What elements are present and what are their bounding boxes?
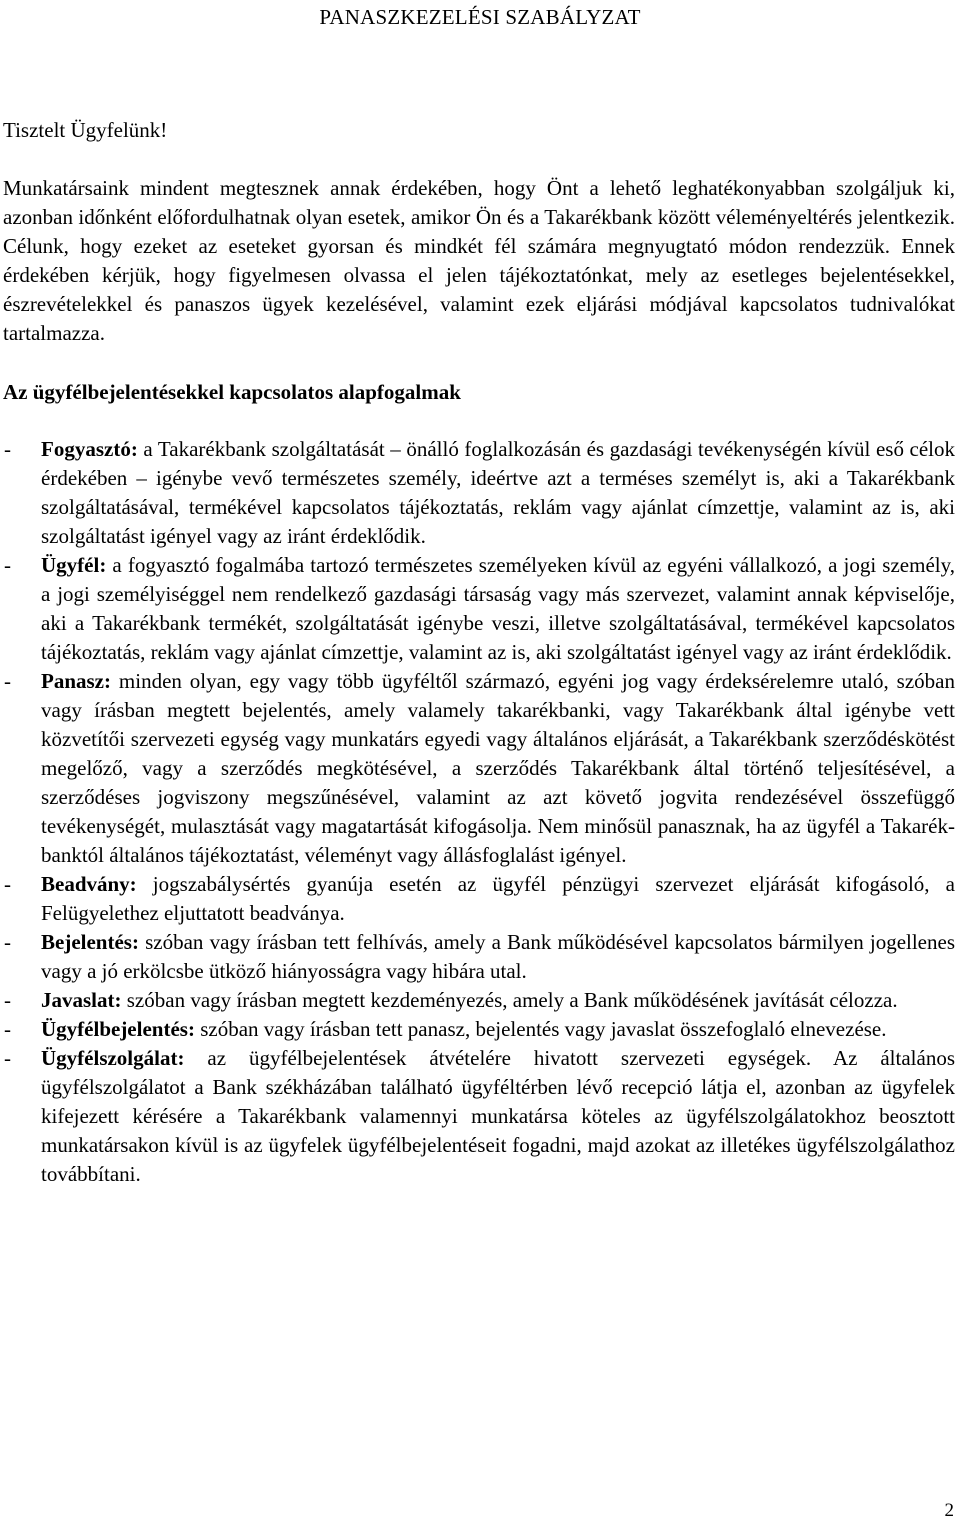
definition-text: az ügyfélbejelentések átvételére hivatott szervezeti egységek. Az általános ügyfélszolgálatot a Bank székházában található ügyféltérben lévő recepció látja el, azonban az ügyfelek kifejezett kérésére a Takarékbank valamennyi munkatársa köteles az ügyfélszolgálatokhoz beosztott munkatársakon kívül is az ügyfelek ügyfélbejelentéseit fogadni, majd azokat az illetékes ügyfélszolgálathoz továbbítani. bbox=[41, 1046, 955, 1186]
definition-item bbox=[0, 986, 955, 1015]
list-dash: - bbox=[4, 553, 11, 577]
definition-term: Ügyfél: bbox=[41, 553, 107, 577]
page-number: 2 bbox=[944, 1500, 954, 1521]
list-dash: - bbox=[4, 1017, 11, 1041]
definition-item bbox=[0, 1015, 955, 1044]
definition-item bbox=[0, 435, 955, 551]
list-dash: - bbox=[4, 437, 11, 461]
definition-term: Ügyfélbejelentés: bbox=[41, 1017, 195, 1041]
definition-term: Panasz: bbox=[41, 669, 111, 693]
greeting: Tisztelt Ügyfelünk! bbox=[3, 118, 168, 142]
definition-term: Javaslat: bbox=[41, 988, 122, 1012]
list-dash: - bbox=[4, 930, 11, 954]
definition-term: Bejelentés: bbox=[41, 930, 139, 954]
definition-item bbox=[0, 551, 955, 667]
definition-text: szóban vagy írásban tett panasz, bejelentés vagy javaslat összefoglaló elnevezése. bbox=[194, 1017, 887, 1041]
definition-list bbox=[0, 435, 960, 1189]
definition-text: a Takarékbank szolgáltatását – önálló foglalkozásán és gazdasági tevékenységén kívül eső célok érdekében – igénybe vevő természetes személy, ideértve azt a terméses személyt is, aki a Takarékbank szolgáltatásával, termékével kapcsolatos tájékoztatás, reklám vagy ajánlat címzettje, valamint az is, aki szolgáltatást igényel vagy az iránt érdeklődik. bbox=[41, 437, 955, 548]
definition-item bbox=[0, 667, 955, 870]
definition-item bbox=[0, 870, 955, 928]
list-dash: - bbox=[4, 988, 11, 1012]
document-title: PANASZKEZELÉSI SZABÁLYZAT bbox=[319, 5, 641, 29]
definition-text: a fogyasztó fogalmába tartozó természetes személyeken kívül az egyéni vállalkozó, a jogi személy, a jogi személyiséggel nem rendelkező gazdasági társaság vagy más szervezet, valamint annak képviselője, aki a Takarékbank termékét, szolgáltatását igénybe veszi, illetve szolgáltatásával, termékével kapcsolatos tájékoztatás, reklám vagy ajánlat címzettje, valamint az is, aki szolgáltatást igényel vagy az iránt érdeklődik. bbox=[41, 553, 955, 664]
definition-term: Fogyasztó: bbox=[41, 437, 138, 461]
definition-term: Beadvány: bbox=[41, 872, 137, 896]
definition-text: minden olyan, egy vagy több ügyféltől származó, egyéni jog vagy érdeksérelemre utaló, szóban vagy írásban megtett bejelentés, amely valamely takarékbanki, vagy Takarékbank által igénybe vett közvetítői szervezeti egység vagy munkatárs egyedi vagy általános eljárását, a Takarékbank szerződéskötést megelőző, vagy a szerződés megkötésével, a szerződés Takarékbank által történő teljesítésével, a szerződéses jogviszony megszűnésével, valamint az azt követő jogvita rendezésével összefüggő tevékenységét, mulasztását vagy magatartását kifogásolja. Nem minősül panasznak, ha az ügyfél a Takarékbanktól általános tájékoztatást, véleményt vagy állásfoglalást igényel. bbox=[41, 669, 955, 867]
definition-term: Ügyfélszolgálat: bbox=[41, 1046, 185, 1070]
definition-text: szóban vagy írásban tett felhívás, amely a Bank működésével kapcsolatos bármilyen jogellenes vagy a jó erkölcsbe ütköző hiányosságra vagy hibára utal. bbox=[41, 930, 955, 983]
definition-item bbox=[0, 1044, 955, 1189]
definition-item bbox=[0, 928, 955, 986]
definition-text: jogszabálysértés gyanúja esetén az ügyfél pénzügyi szervezet eljárását kifogásoló, a Felügyelethez eljuttatott beadványa. bbox=[41, 872, 955, 925]
section-heading: Az ügyfélbejelentésekkel kapcsolatos alapfogalmak bbox=[3, 380, 461, 404]
list-dash: - bbox=[4, 872, 11, 896]
definition-text: szóban vagy írásban megtett kezdeményezés, amely a Bank működésének javítását célozza. bbox=[121, 988, 898, 1012]
list-dash: - bbox=[4, 669, 11, 693]
list-dash: - bbox=[4, 1046, 11, 1070]
intro-paragraph: Munkatársaink mindent megtesznek annak érdekében, hogy Önt a lehető leghatékonyabban szolgáljuk ki, azonban időnként előfordulhatnak olyan esetek, amikor Ön és a Takarékbank között véleményeltérés jelentkezik. Célunk, hogy ezeket az eseteket gyorsan és mindkét fél számára megnyugtató módon rendezzük. Ennek érdekében kérjük, hogy figyelmesen olvassa el jelen tájékoztatónkat, mely az esetleges bejelentésekkel, észrevételekkel és panaszos ügyek kezelésével, valamint ezek eljárási módjával kapcsolatos tudnivalókat tartalmazza. bbox=[3, 176, 955, 345]
